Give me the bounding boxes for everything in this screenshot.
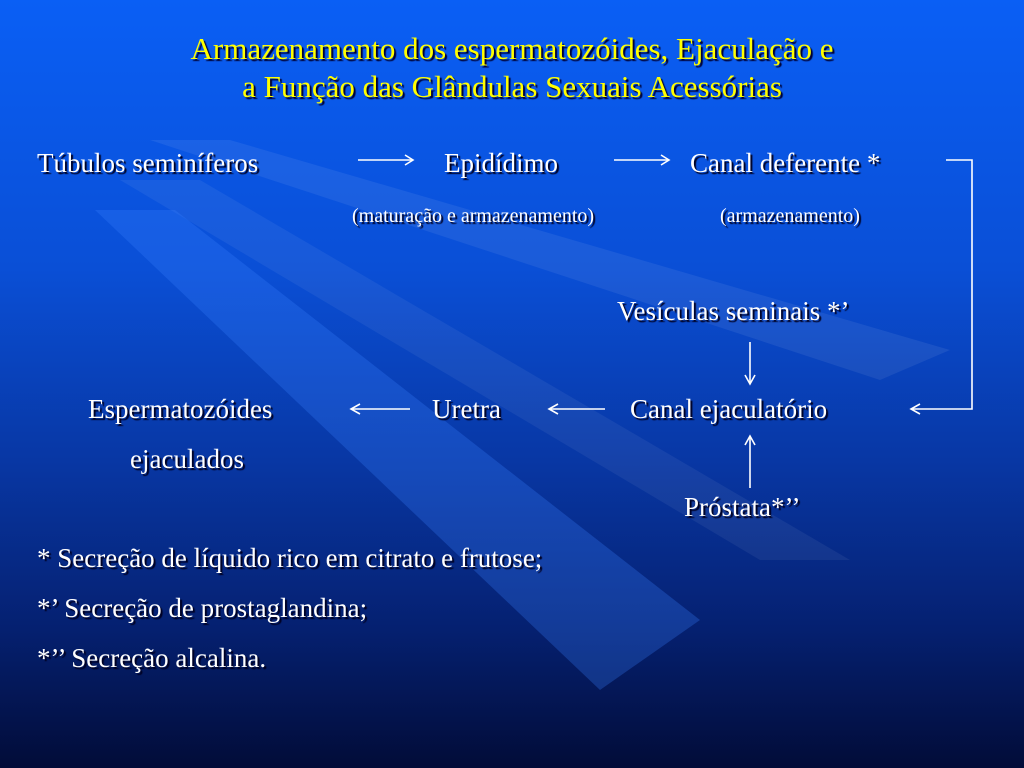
node-vesiculas-seminais: Vesículas seminais *’ <box>617 296 850 326</box>
arrow-down-icon <box>745 342 755 384</box>
arrow-left-icon <box>351 404 410 414</box>
node-canal-ejaculatorio: Canal ejaculatório <box>630 394 828 424</box>
footnote-2: *’ Secreção de prostaglandina; <box>37 593 368 623</box>
arrow-right-icon <box>614 155 669 165</box>
node-prostata: Próstata*’’ <box>684 492 801 522</box>
connector-arrow-icon <box>911 160 972 414</box>
node-uretra: Uretra <box>432 394 501 424</box>
title-line-1: Armazenamento dos espermatozóides, Ejaculação e <box>190 31 834 66</box>
node-espermatozoides: Espermatozóides <box>88 394 273 424</box>
title-line-2: a Função das Glândulas Sexuais Acessórias <box>242 69 782 104</box>
node-tubulos-seminiferos: Túbulos seminíferos <box>37 148 259 178</box>
footnote-3: *’’ Secreção alcalina. <box>37 643 267 673</box>
arrow-left-icon <box>549 404 605 414</box>
note-canal-deferente: (armazenamento) <box>720 205 860 227</box>
footnote-1: * Secreção de líquido rico em citrato e frutose; <box>37 543 543 573</box>
arrow-right-icon <box>358 155 413 165</box>
node-epididimo: Epidídimo <box>444 148 558 178</box>
node-ejaculados: ejaculados <box>130 444 244 474</box>
arrow-up-icon <box>745 436 755 488</box>
node-canal-deferente: Canal deferente * <box>690 148 881 178</box>
note-epididimo: (maturação e armazenamento) <box>352 205 595 227</box>
